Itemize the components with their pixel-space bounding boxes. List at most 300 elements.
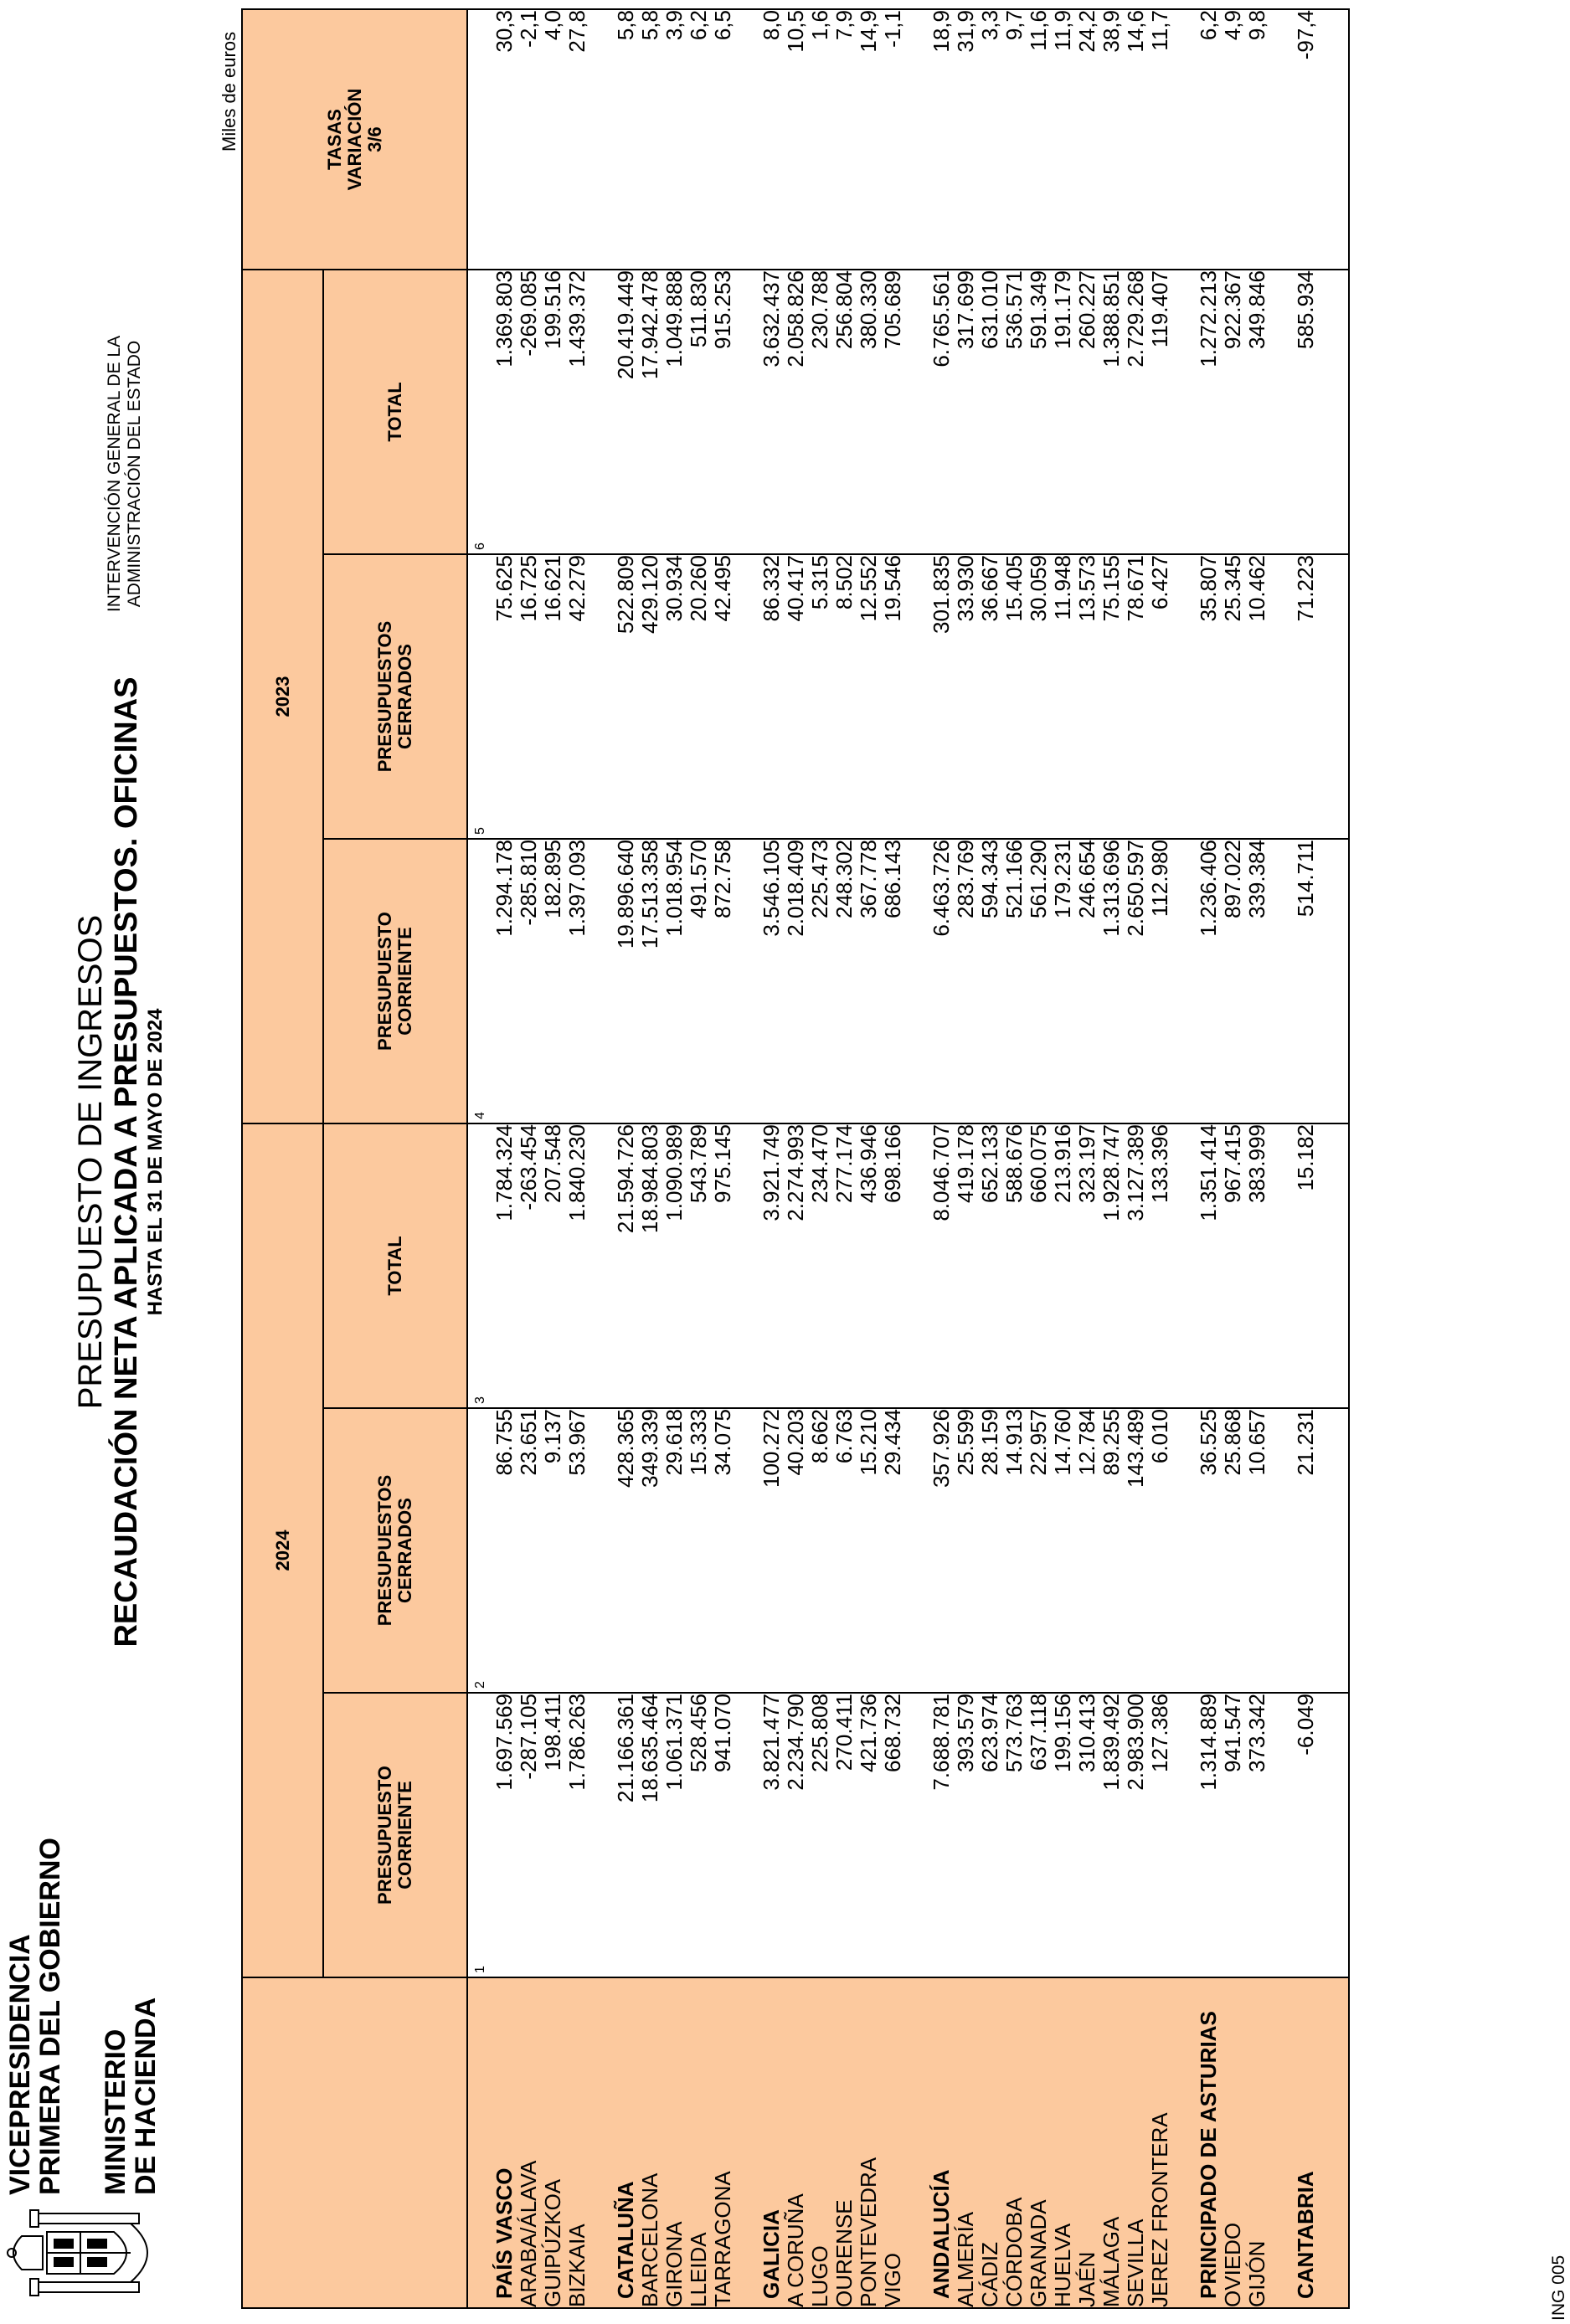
office-label: LLEIDA	[687, 1977, 711, 2308]
value-cell: 270.411	[832, 1693, 857, 1977]
value-cell: 514.711	[1294, 839, 1318, 1123]
igae-line2: ADMINISTRACIÓN DEL ESTADO	[125, 340, 144, 608]
spacer-cell	[735, 839, 759, 1123]
value-cell: 623.974	[978, 1693, 1002, 1977]
value-cell: 588.676	[1002, 1123, 1027, 1408]
value-cell: 419.178	[954, 1123, 978, 1408]
value-cell: 24,2	[1075, 9, 1099, 270]
table-row	[978, 9, 1002, 2308]
col-total-2023: TOTAL	[323, 270, 467, 554]
spacer-cell	[735, 1693, 759, 1977]
value-cell: 256.804	[832, 270, 857, 554]
value-cell: 1.369.803	[492, 270, 517, 554]
value-cell: 922.367	[1221, 270, 1245, 554]
office-label: VIGO	[881, 1977, 905, 2308]
value-cell: 21.166.361	[614, 1693, 638, 1977]
value-cell: 78.671	[1124, 554, 1148, 839]
spacer-cell	[905, 270, 929, 554]
value-cell: 179.231	[1051, 839, 1075, 1123]
value-cell: 1.839.492	[1099, 1693, 1124, 1977]
table-row	[929, 9, 954, 2308]
office-label: JAÉN	[1075, 1977, 1099, 2308]
value-cell: 1.784.324	[492, 1123, 517, 1408]
value-cell: 660.075	[1027, 1123, 1051, 1408]
value-cell: -6.049	[1294, 1693, 1318, 1977]
title-line3: HASTA EL 31 DE MAYO DE 2024	[144, 1008, 167, 1316]
value-cell: 35.807	[1197, 554, 1221, 839]
spacer-cell	[589, 270, 614, 554]
value-cell: 2.018.409	[784, 839, 808, 1123]
value-cell: 5.315	[808, 554, 832, 839]
value-cell: 248.302	[832, 839, 857, 1123]
value-cell: 40.417	[784, 554, 808, 839]
value-cell: 14.913	[1002, 1408, 1027, 1693]
column-number: 3	[467, 1123, 492, 1408]
value-cell: 7.688.781	[929, 1693, 954, 1977]
office-label: BARCELONA	[638, 1977, 662, 2308]
value-cell: 367.778	[857, 839, 881, 1123]
value-cell: 1.090.989	[662, 1123, 687, 1408]
igae-header	[105, 181, 145, 767]
value-cell: 436.946	[857, 1123, 881, 1408]
value-cell: 561.290	[1027, 839, 1051, 1123]
office-label: GUIPÚZKOA	[541, 1977, 565, 2308]
table-row	[1148, 9, 1172, 2308]
corriente-line1: PRESUPUESTO	[374, 912, 395, 1051]
value-cell: 8.046.707	[929, 1123, 954, 1408]
value-cell: 21.594.726	[614, 1123, 638, 1408]
value-cell: 8,0	[759, 9, 784, 270]
value-cell: 25.868	[1221, 1408, 1245, 1693]
value-cell: 75.625	[492, 554, 517, 839]
spacer-cell	[1172, 1693, 1197, 1977]
spacer-cell	[589, 839, 614, 1123]
value-cell: 1.439.372	[565, 270, 589, 554]
table-row	[565, 9, 589, 2308]
value-cell: 207.548	[541, 1123, 565, 1408]
column-number: 1	[467, 1693, 492, 1977]
value-cell: 18.984.803	[638, 1123, 662, 1408]
value-cell: 1.272.213	[1197, 270, 1221, 554]
value-cell: 6.010	[1148, 1408, 1172, 1693]
value-cell: 686.143	[881, 839, 905, 1123]
office-label: OURENSE	[832, 1977, 857, 2308]
value-cell: 21.231	[1294, 1408, 1318, 1693]
col-total-2024: TOTAL	[323, 1123, 467, 1408]
value-cell: 30.059	[1027, 554, 1051, 839]
value-cell: 8.502	[832, 554, 857, 839]
spacer-cell	[1172, 9, 1197, 270]
spacer-cell	[1269, 1977, 1294, 2308]
spacer-cell	[1172, 1977, 1197, 2308]
spacer-cell	[905, 554, 929, 839]
value-cell: 13.573	[1075, 554, 1099, 839]
value-cell: 30,3	[492, 9, 517, 270]
value-cell: -1,1	[881, 9, 905, 270]
value-cell: 2.729.268	[1124, 270, 1148, 554]
value-cell: 528.456	[687, 1693, 711, 1977]
spacer-cell	[1172, 554, 1197, 839]
table-row	[614, 9, 638, 2308]
value-cell: 119.407	[1148, 270, 1172, 554]
table-row	[662, 9, 687, 2308]
igae-line1: INTERVENCIÓN GENERAL DE LA	[105, 335, 124, 613]
value-cell: 6,5	[711, 9, 735, 270]
spacer-cell	[1318, 1693, 1349, 1977]
value-cell: 10.462	[1245, 554, 1269, 839]
spacer-cell	[1269, 839, 1294, 1123]
value-cell: 1.928.747	[1099, 1123, 1124, 1408]
value-cell: 967.415	[1221, 1123, 1245, 1408]
value-cell: 380.330	[857, 270, 881, 554]
office-label: CÓRDOBA	[1002, 1977, 1027, 2308]
value-cell: 349.846	[1245, 270, 1269, 554]
spacer-cell	[1318, 839, 1349, 1123]
value-cell: 29.618	[662, 1408, 687, 1693]
table-row	[1221, 9, 1245, 2308]
tasas-line3: 3/6	[363, 126, 385, 152]
value-cell: 941.547	[1221, 1693, 1245, 1977]
value-cell: 872.758	[711, 839, 735, 1123]
value-cell: 9.137	[541, 1408, 565, 1693]
value-cell: 19.896.640	[614, 839, 638, 1123]
value-cell: 6,2	[687, 9, 711, 270]
office-label: OVIEDO	[1221, 1977, 1245, 2308]
value-cell: 3.546.105	[759, 839, 784, 1123]
value-cell: 421.736	[857, 1693, 881, 1977]
value-cell: 86.755	[492, 1408, 517, 1693]
value-cell: 491.570	[687, 839, 711, 1123]
value-cell: 373.342	[1245, 1693, 1269, 1977]
value-cell: 393.579	[954, 1693, 978, 1977]
value-cell: 14.760	[1051, 1408, 1075, 1693]
value-cell: 18.635.464	[638, 1693, 662, 1977]
value-cell: 89.255	[1099, 1408, 1124, 1693]
value-cell: 17.942.478	[638, 270, 662, 554]
office-label: GIJÓN	[1245, 1977, 1269, 2308]
office-label: MÁLAGA	[1099, 1977, 1124, 2308]
value-cell: 6.463.726	[929, 839, 954, 1123]
value-cell: 2.274.993	[784, 1123, 808, 1408]
value-cell: 246.654	[1075, 839, 1099, 1123]
value-cell: 536.571	[1002, 270, 1027, 554]
spacer-cell	[1172, 270, 1197, 554]
value-cell: 15.182	[1294, 1123, 1318, 1408]
value-cell: 1.061.371	[662, 1693, 687, 1977]
value-cell: -287.105	[517, 1693, 541, 1977]
value-cell: 1.049.888	[662, 270, 687, 554]
value-cell: 1.351.414	[1197, 1123, 1221, 1408]
table-row	[1002, 9, 1027, 2308]
value-cell: 2.058.826	[784, 270, 808, 554]
value-cell: 199.156	[1051, 1693, 1075, 1977]
value-cell: 310.413	[1075, 1693, 1099, 1977]
office-label: LUGO	[808, 1977, 832, 2308]
revenue-table	[241, 8, 1350, 2309]
year-2024-header: 2024	[242, 1123, 323, 1977]
value-cell: 4,9	[1221, 9, 1245, 270]
value-cell: 5,8	[614, 9, 638, 270]
region-label: CANTABRIA	[1294, 1977, 1318, 2308]
value-cell: 283.769	[954, 839, 978, 1123]
value-cell: 705.689	[881, 270, 905, 554]
value-cell: 698.166	[881, 1123, 905, 1408]
col-corriente-2024	[323, 1693, 467, 1977]
value-cell: 1.294.178	[492, 839, 517, 1123]
value-cell: 225.808	[808, 1693, 832, 1977]
value-cell: 28.159	[978, 1408, 1002, 1693]
value-cell: 38,9	[1099, 9, 1124, 270]
value-cell: 36.525	[1197, 1408, 1221, 1693]
value-cell: 1.018.954	[662, 839, 687, 1123]
value-cell: 11.948	[1051, 554, 1075, 839]
table-row	[1027, 9, 1051, 2308]
column-number-label	[467, 1977, 492, 2308]
value-cell: 191.179	[1051, 270, 1075, 554]
table-row	[1197, 9, 1221, 2308]
spacer-row	[589, 9, 614, 2308]
title-line1: PRESUPUESTO DE INGRESOS	[72, 914, 109, 1410]
spacer-cell	[735, 1408, 759, 1693]
table-row	[808, 9, 832, 2308]
spacer-cell	[589, 554, 614, 839]
value-cell: 260.227	[1075, 270, 1099, 554]
table-row	[638, 9, 662, 2308]
spacer-cell	[735, 554, 759, 839]
spacer-cell	[735, 9, 759, 270]
table-row	[881, 9, 905, 2308]
value-cell: 357.926	[929, 1408, 954, 1693]
value-cell: -269.085	[517, 270, 541, 554]
value-cell: 573.763	[1002, 1693, 1027, 1977]
value-cell: 11,9	[1051, 9, 1075, 270]
spacer-cell	[1318, 1408, 1349, 1693]
corriente-line2: CORRIENTE	[394, 927, 415, 1036]
value-cell: 3,9	[662, 9, 687, 270]
value-cell: 11,6	[1027, 9, 1051, 270]
value-cell: 1,6	[808, 9, 832, 270]
value-cell: 2.234.790	[784, 1693, 808, 1977]
table-row	[1294, 9, 1318, 2308]
table-row	[1075, 9, 1099, 2308]
spacer-row	[735, 9, 759, 2308]
value-cell: 25.599	[954, 1408, 978, 1693]
value-cell: 27,8	[565, 9, 589, 270]
col-corriente-2023	[323, 839, 467, 1123]
value-cell: 20.419.449	[614, 270, 638, 554]
value-cell: 975.145	[711, 1123, 735, 1408]
table-row	[759, 9, 784, 2308]
value-cell: 31,9	[954, 9, 978, 270]
value-cell: 637.118	[1027, 1693, 1051, 1977]
spacer-row	[1269, 9, 1294, 2308]
spacer-cell	[589, 9, 614, 270]
column-number: 2	[467, 1408, 492, 1693]
tasas-header	[242, 9, 467, 270]
value-cell: 6.763	[832, 1408, 857, 1693]
value-cell: 198.411	[541, 1693, 565, 1977]
value-cell: 941.070	[711, 1693, 735, 1977]
region-label: PRINCIPADO DE ASTURIAS	[1197, 1977, 1221, 2308]
value-cell: 25.345	[1221, 554, 1245, 839]
table-row	[1099, 9, 1124, 2308]
office-label: ALMERÍA	[954, 1977, 978, 2308]
office-label: PONTEVEDRA	[857, 1977, 881, 2308]
table-row	[492, 9, 517, 2308]
value-cell: 585.934	[1294, 270, 1318, 554]
value-cell: 15.333	[687, 1408, 711, 1693]
spacer-cell	[905, 1977, 929, 2308]
corriente-line1: PRESUPUESTO	[374, 1766, 395, 1905]
value-cell: 1.236.406	[1197, 839, 1221, 1123]
value-cell: 6.427	[1148, 554, 1172, 839]
ministerio-line2: DE HACIENDA	[130, 1997, 162, 2195]
value-cell: 1.314.889	[1197, 1693, 1221, 1977]
value-cell: 1.697.569	[492, 1693, 517, 1977]
value-cell: 182.895	[541, 839, 565, 1123]
value-cell: 668.732	[881, 1693, 905, 1977]
value-cell: -285.810	[517, 839, 541, 1123]
value-cell: 1.786.263	[565, 1693, 589, 1977]
office-column-header	[242, 1977, 467, 2308]
spacer-cell	[905, 1693, 929, 1977]
table-row	[1245, 9, 1269, 2308]
value-cell: 19.546	[881, 554, 905, 839]
value-cell: 1.840.230	[565, 1123, 589, 1408]
cerrados-line1: PRESUPUESTOS	[374, 620, 395, 773]
value-cell: 234.470	[808, 1123, 832, 1408]
table-row	[857, 9, 881, 2308]
value-cell: 225.473	[808, 839, 832, 1123]
value-cell: 3.921.749	[759, 1123, 784, 1408]
value-cell: 428.365	[614, 1408, 638, 1693]
value-cell: 100.272	[759, 1408, 784, 1693]
spacer-cell	[905, 1123, 929, 1408]
value-cell: 1.313.696	[1099, 839, 1124, 1123]
value-cell: 897.022	[1221, 839, 1245, 1123]
value-cell: 631.010	[978, 270, 1002, 554]
spacer-cell	[735, 270, 759, 554]
value-cell: 323.197	[1075, 1123, 1099, 1408]
table-bottom-row	[1318, 9, 1349, 2308]
table-row	[1051, 9, 1075, 2308]
value-cell: -263.454	[517, 1123, 541, 1408]
tasas-line2: VARIACIÓN	[343, 88, 365, 191]
spacer-cell	[1318, 9, 1349, 270]
value-cell: 317.699	[954, 270, 978, 554]
office-label: ARABA/ÁLAVA	[517, 1977, 541, 2308]
spacer-cell	[905, 9, 929, 270]
value-cell: 14,9	[857, 9, 881, 270]
value-cell: 4,0	[541, 9, 565, 270]
region-label: ANDALUCÍA	[929, 1977, 954, 2308]
office-label: GRANADA	[1027, 1977, 1051, 2308]
value-cell: -97,4	[1294, 9, 1318, 270]
spacer-cell	[1269, 1408, 1294, 1693]
spacer-cell	[1318, 270, 1349, 554]
value-cell: 3.127.389	[1124, 1123, 1148, 1408]
value-cell: 42.495	[711, 554, 735, 839]
office-label: CÁDIZ	[978, 1977, 1002, 2308]
spacer-cell	[1269, 554, 1294, 839]
value-cell: 17.513.358	[638, 839, 662, 1123]
value-cell: 71.223	[1294, 554, 1318, 839]
spacer-cell	[1172, 1123, 1197, 1408]
value-cell: 339.384	[1245, 839, 1269, 1123]
value-cell: 16.621	[541, 554, 565, 839]
spacer-cell	[1269, 1693, 1294, 1977]
table-row	[687, 9, 711, 2308]
table-row	[541, 9, 565, 2308]
value-cell: 86.332	[759, 554, 784, 839]
office-label: BIZKAIA	[565, 1977, 589, 2308]
office-label: HUELVA	[1051, 1977, 1075, 2308]
table-body	[467, 9, 1349, 2308]
value-cell: 594.343	[978, 839, 1002, 1123]
vicepresidencia-line1: VICEPRESIDENCIA	[4, 1934, 36, 2195]
value-cell: 3,3	[978, 9, 1002, 270]
column-number	[467, 9, 492, 270]
value-cell: 213.916	[1051, 1123, 1075, 1408]
table-row	[1124, 9, 1148, 2308]
spacer-cell	[1269, 9, 1294, 270]
spacer-cell	[905, 1408, 929, 1693]
value-cell: 349.339	[638, 1408, 662, 1693]
cerrados-line2: CERRADOS	[394, 1498, 415, 1603]
value-cell: 521.166	[1002, 839, 1027, 1123]
value-cell: 15.405	[1002, 554, 1027, 839]
spacer-cell	[1172, 839, 1197, 1123]
cerrados-line1: PRESUPUESTOS	[374, 1474, 395, 1627]
value-cell: 11,7	[1148, 9, 1172, 270]
value-cell: 133.396	[1148, 1123, 1172, 1408]
value-cell: 34.075	[711, 1408, 735, 1693]
spacer-cell	[1318, 1123, 1349, 1408]
value-cell: 36.667	[978, 554, 1002, 839]
value-cell: 29.434	[881, 1408, 905, 1693]
value-cell: 10,5	[784, 9, 808, 270]
value-cell: 8.662	[808, 1408, 832, 1693]
value-cell: 3.821.477	[759, 1693, 784, 1977]
value-cell: 112.980	[1148, 839, 1172, 1123]
value-cell: 301.835	[929, 554, 954, 839]
region-label: CATALUÑA	[614, 1977, 638, 2308]
value-cell: -2,1	[517, 9, 541, 270]
spacer-cell	[1172, 1408, 1197, 1693]
spacer-cell	[735, 1123, 759, 1408]
col-cerrados-2024	[323, 1408, 467, 1693]
office-label: JEREZ FRONTERA	[1148, 1977, 1172, 2308]
value-cell: 915.253	[711, 270, 735, 554]
spacer-cell	[905, 839, 929, 1123]
value-cell: 383.999	[1245, 1123, 1269, 1408]
column-number: 5	[467, 554, 492, 839]
table-row	[517, 9, 541, 2308]
table-row	[784, 9, 808, 2308]
value-cell: 543.789	[687, 1123, 711, 1408]
spacer-row	[905, 9, 929, 2308]
value-cell: 230.788	[808, 270, 832, 554]
office-label: A CORUÑA	[784, 1977, 808, 2308]
spacer-cell	[589, 1123, 614, 1408]
value-cell: 591.349	[1027, 270, 1051, 554]
value-cell: 2.983.900	[1124, 1693, 1148, 1977]
vicepresidencia-line2: PRIMERA DEL GOBIERNO	[34, 1838, 66, 2195]
value-cell: 127.386	[1148, 1693, 1172, 1977]
title-line2: RECAUDACIÓN NETA APLICADA A PRESUPUESTOS. OFICINAS	[109, 676, 144, 1648]
spacer-cell	[1318, 1977, 1349, 2308]
value-cell: 18,9	[929, 9, 954, 270]
